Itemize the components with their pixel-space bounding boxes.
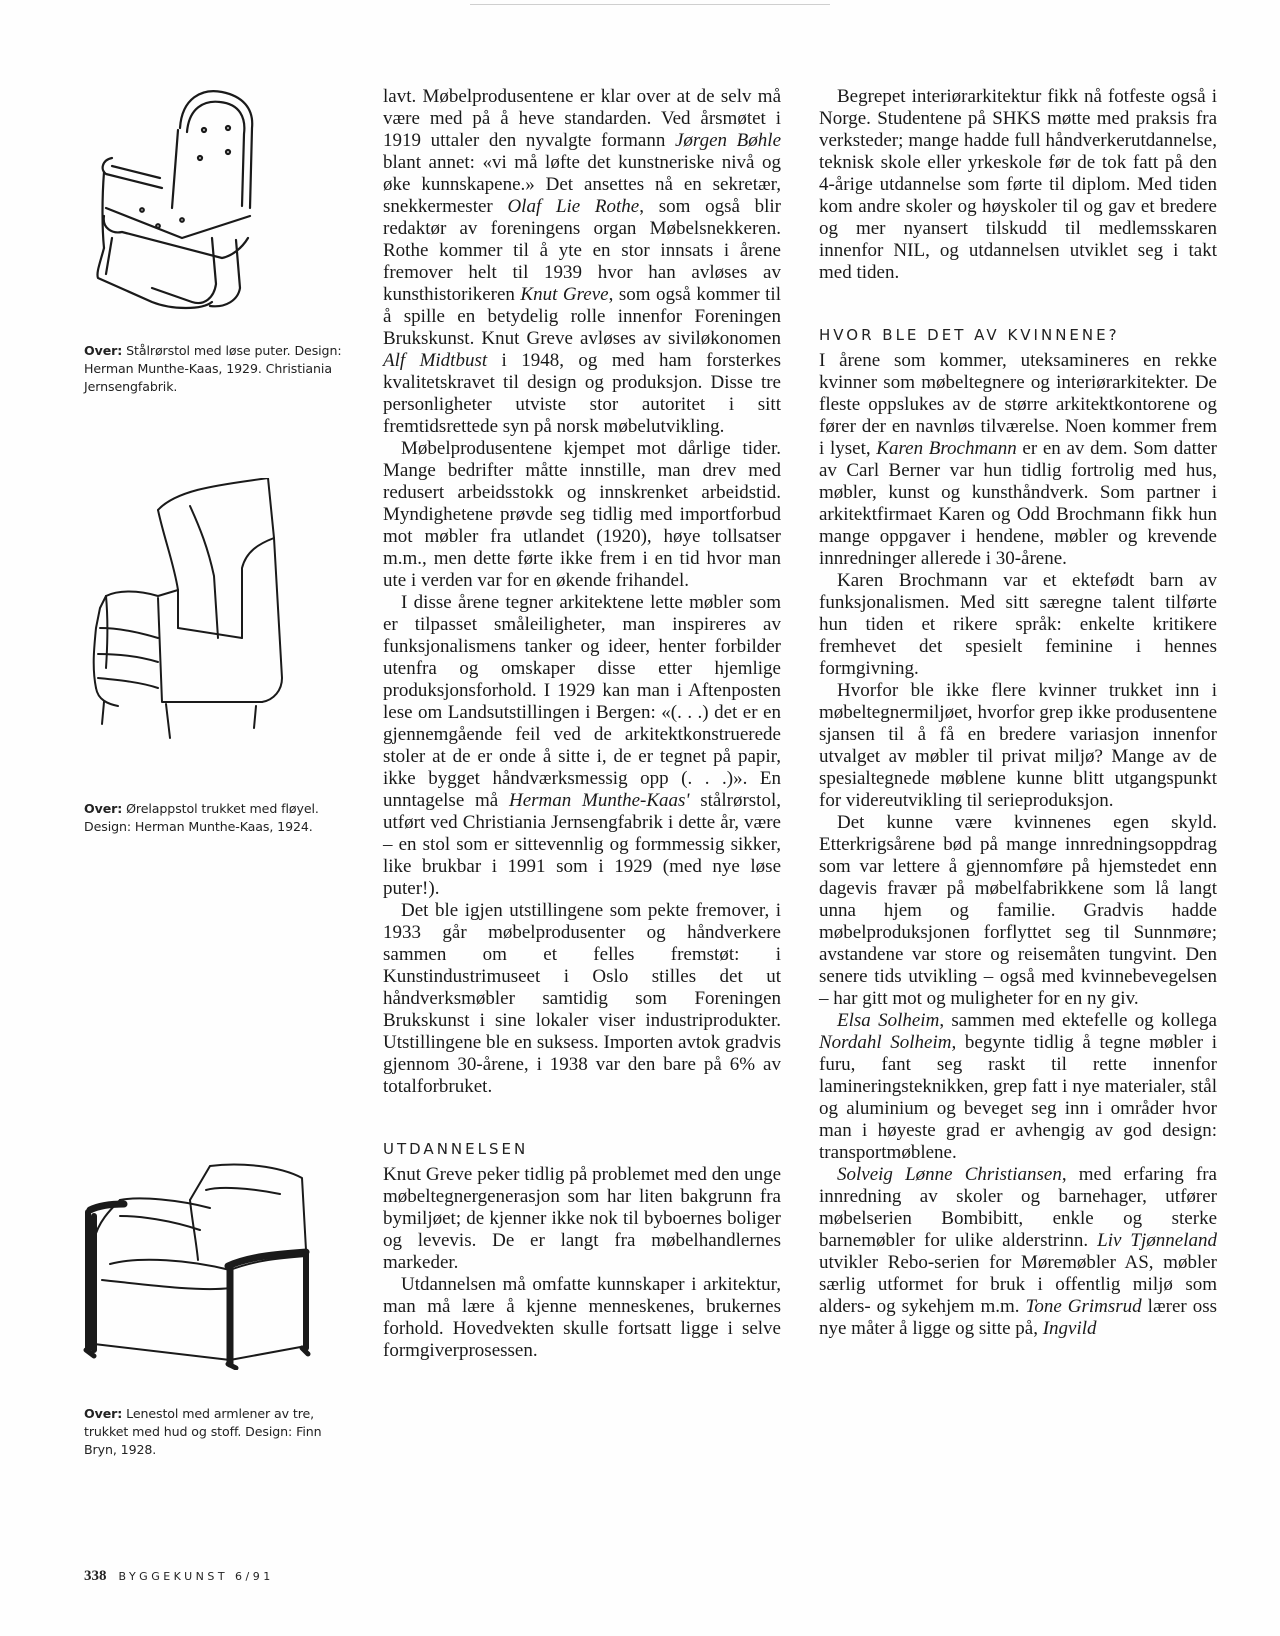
text-run: stålrørstol, utført ved Christiania Jernsengfabrik i dette år, være – en stol som er sittevennlig og formmessig sikker, like brukbar i 1991 som i 1929 (med nye løse puter!).	[383, 790, 781, 899]
section-heading: UTDANNELSEN	[383, 1140, 529, 1158]
paragraph: Utdannelsen må omfatte kunnskaper i arkitektur, man må lære å kjenne menneskenes, brukernes forhold. Hovedvekten skulle fortsatt ligge i selve formgiverprosessen.	[383, 1274, 781, 1361]
text-run: I disse årene tegner arkitektene lette møbler som er tilpasset småleiligheter, man inspireres av funksjonalismens tanker og ideer, henter forbilder utenfra og omskaper disse etter hjemlige produksjonsforhold. I 1929 kan man i Aftenposten lese om Landsutstillingen i Bergen: «(. . .) det er en gjennemgående feil ved de arkitektkonstruerede stoler at de er onde å sitte i, de er tegnet på papir, ikke bygget håndværksmessig opp (. . .)». En unntagelse må	[383, 592, 781, 811]
caption-steel-chair	[84, 342, 354, 396]
caption-wingback-chair	[84, 800, 354, 836]
steel-tube-chair-illustration	[92, 88, 272, 328]
text-run: , sammen med ektefelle og kollega	[939, 1010, 1217, 1031]
lounge-chair-illustration	[80, 1160, 320, 1370]
person-name: Ingvild	[1042, 1318, 1097, 1339]
text-run: , med erfaring fra innredning av skoler og barnehager, utfører møbelserien Bombibitt, enkle og sterke barnemøbler for ulike alderstrinn.	[819, 1164, 1217, 1251]
caption-lounge-chair	[84, 1405, 354, 1459]
text-run: , som også kommer til å spille en betydelig rolle innenfor Foreningen Brukskunst. Knut Greve avløses av siviløkonomen	[383, 284, 781, 349]
person-name: Tone Grimsrud	[1025, 1296, 1142, 1317]
paragraph: Karen Brochmann var et ektefødt barn av funksjonalismen. Med sitt særegne talent tilførte hun tiden et rikere språk: enkelte kritikere fremhevet det spesielt feminine i hennes formgivning.	[819, 570, 1217, 679]
magazine-issue: BYGGEKUNST 6/91	[118, 1570, 274, 1583]
paragraph	[819, 1010, 1217, 1164]
text-run: utvikler Rebo-serien for Møremøbler AS, møbler særlig utformet for bruk i offentlig miljø som alders- og sykehjem m.m.	[819, 1252, 1217, 1317]
text-run: er en av dem. Som datter av Carl Berner var hun tidlig fortrolig med hus, møbler, kunst og kunsthåndverk. Som partner i arkitektfirmaet Karen og Odd Brochmann fikk hun mange oppgaver i hendene, møbler og krevende innredninger allerede i 30-årene.	[819, 438, 1217, 569]
paragraph: Hvorfor ble ikke flere kvinner trukket inn i møbeltegnermiljøet, hvorfor grep ikke produsentene sjansen til å få en bredere variasjon innenfor utvalget av møbler til privat miljø? Mange av de spesialtegnede møblene kunne blitt utgangspunkt for videreutvikling til serieproduksjon.	[819, 680, 1217, 811]
text-run: begynte tidlig å tegne møbler i furu, fant seg raskt til rette innenfor lamineringsteknikken, grep fatt i nye materialer, stål og aluminium og beveget seg inn i områder hvor man i høyeste grad er avhengig av god design: transportmøblene.	[819, 1032, 1218, 1163]
top-rule	[470, 4, 830, 5]
paragraph: Knut Greve peker tidlig på problemet med den unge møbeltegnergenerasjon som har liten bakgrunn fra bymiljøet; de kjenner ikke nok til byboernes boliger og levevis. De er langt fra møbelhandlernes markeder.	[383, 1164, 781, 1273]
person-name: Jørgen Bøhle	[674, 130, 782, 151]
person-name: Solveig Lønne Christiansen	[837, 1164, 1062, 1185]
paragraph: Det ble igjen utstillingene som pekte fremover, i 1933 går møbelprodusenter og håndverkere sammen om et felles fremstøt: i Kunstindustrimuseet i Oslo stilles det ut håndverksmøbler samtidig som Foreningen Brukskunst i sine lokaler viser industriprodukter. Utstillingene ble en suksess. Importen avtok gradvis gjennom 30-årene, i 1938 var den bare på 6% av totalforbruket.	[383, 900, 781, 1097]
caption-label: Over:	[84, 1406, 123, 1421]
person-name: Olaf Lie Rothe	[507, 196, 640, 217]
text-run: I årene som kommer, uteksamineres en rekke kvinner som møbeltegnere og interiørarkitekter. De fleste oppslukes av de større arkitektkontorene og fører der en navnløs tilværelse. Noen kommer frem i lyset,	[819, 350, 1217, 459]
middle-column	[383, 86, 781, 1362]
text-run: lærer oss nye måter å ligge og sitte på,	[819, 1296, 1217, 1339]
paragraph	[383, 86, 781, 438]
caption-label: Over:	[84, 801, 123, 816]
page-footer	[84, 1568, 274, 1585]
text-run: i 1948, og med ham forsterkes kvalitetskravet til design og produksjon. Disse tre personligheter utviste stor autoritet i sitt fremtidsrettede syn på norsk møbelutvikling.	[383, 350, 781, 437]
person-name: Nordahl Solheim,	[819, 1032, 957, 1053]
section-heading: HVOR BLE DET AV KVINNENE?	[819, 326, 1120, 344]
wingback-chair-illustration	[78, 478, 298, 768]
person-name: Karen Brochmann	[876, 438, 1017, 459]
text-run: , som også blir redaktør av foreningens organ Møbelsnekkeren. Rothe kommer til å yte en stor innsats i årene fremover helt til 1939 hvor han avløses av kunsthistorikeren	[383, 196, 782, 305]
person-name: Knut Greve	[520, 284, 609, 305]
paragraph	[383, 592, 781, 900]
person-name: Liv Tjønneland	[1097, 1230, 1217, 1251]
caption-text: Stålrørstol med løse puter. Design: Herman Munthe-Kaas, 1929. Christiania Jernsengfabrik.	[84, 343, 342, 394]
text-run: lavt. Møbelprodusentene er klar over at de selv må være med på å heve standarden. Ved årsmøtet i 1919 uttaler den nyvalgte formann	[383, 86, 781, 151]
person-name: Herman Munthe-Kaas'	[508, 790, 690, 811]
text-run: blant annet: «vi må løfte det kunstneriske nivå og øke kunnskapene.» Det ansettes nå en sekretær, snekkermester	[383, 152, 781, 217]
paragraph: Det kunne være kvinnenes egen skyld. Etterkrigsårene bød på mange innredningsoppdrag som var lettere å gjennomføre på hjemstedet enn dagevis fravær på møbelfabrikkene som lå langt unna hjem og familie. Gradvis hadde møbelproduksjonen forflyttet seg til Sunnmøre; avstandene var store og reisemåten tungvint. Den senere tids utvikling – også med kvinnebevegelsen – har gitt mot og muligheter for en ny giv.	[819, 812, 1217, 1009]
paragraph: Begrepet interiørarkitektur fikk nå fotfeste også i Norge. Studentene på SHKS møtte med praksis fra verksteder; mange hadde full håndverkerutdannelse, teknisk skole eller yrkeskole før de tok fatt på den 4-årige utdannelse som førte til diplom. Med tiden kom andre skoler og høyskoler til og gav et bredere og mer nyansert tilskudd til medlemsskaren innenfor NIL, og utdannelsen utviklet seg i takt med tiden.	[819, 86, 1217, 283]
person-name: Elsa Solheim	[837, 1010, 940, 1031]
caption-text: Ørelappstol trukket med fløyel. Design: Herman Munthe-Kaas, 1924.	[84, 801, 319, 834]
person-name: Alf Midtbust	[383, 350, 488, 371]
paragraph	[819, 1164, 1217, 1340]
paragraph	[819, 350, 1217, 570]
right-column	[819, 86, 1217, 1340]
page-number: 338	[84, 1568, 107, 1584]
paragraph: Møbelprodusentene kjempet mot dårlige tider. Mange bedrifter måtte innstille, man drev med redusert arbeidsstokk og innskrenket arbeidstid. Myndighetene prøvde seg tidlig med importforbud mot møbler fra utlandet (1920), høye tollsatser m.m., men dette førte ikke frem i en tid hvor man ute i verden var for en økende frihandel.	[383, 438, 781, 591]
caption-label: Over:	[84, 343, 123, 358]
caption-text: Lenestol med armlener av tre, trukket med hud og stoff. Design: Finn Bryn, 1928.	[84, 1406, 322, 1457]
